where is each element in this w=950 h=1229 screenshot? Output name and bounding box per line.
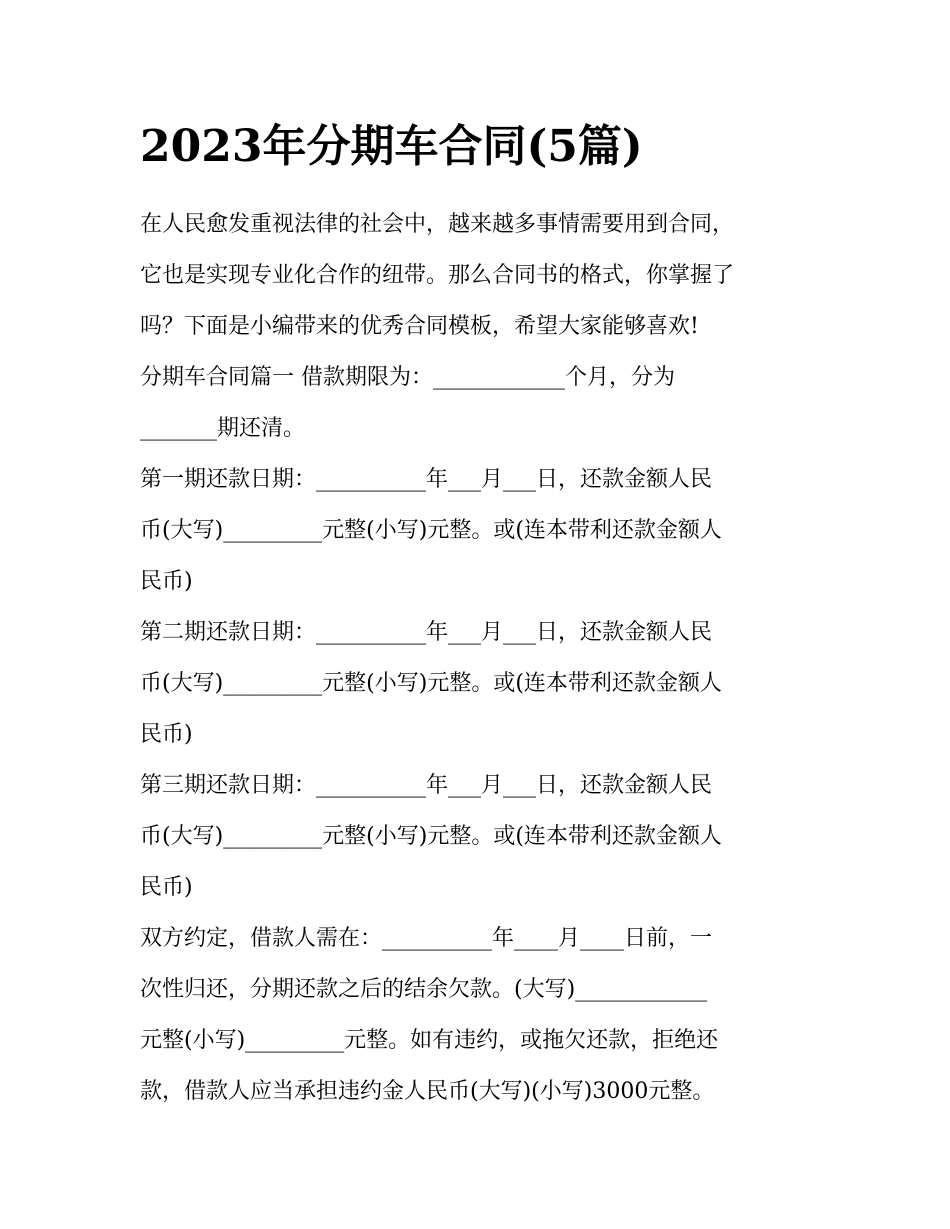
text-line: 元整(小写)_________元整。如有违约，或拖欠还款，拒绝还 [140,1028,719,1053]
text-line: 民币) [140,569,193,594]
text-line: 币(大写)_________元整(小写)元整。或(连本带利还款金额人 [140,518,722,543]
document-body [140,199,816,1117]
text-line: 款，借款人应当承担违约金人民币(大写)(小写)3000元整。 [140,1079,715,1104]
text-line: _______期还清。 [140,416,306,441]
text-line: 币(大写)_________元整(小写)元整。或(连本带利还款金额人 [140,671,722,696]
text-line: 第三期还款日期：__________年___月___日，还款金额人民 [140,773,713,798]
text-line: 它也是实现专业化合作的纽带。那么合同书的格式，你掌握了 [140,263,735,288]
document-title: 2023年分期车合同(5篇) [140,121,643,172]
text-line: 分期车合同篇一 借款期限为：____________个月，分为 [140,365,675,390]
text-line: 第一期还款日期：__________年___月___日，还款金额人民 [140,467,713,492]
text-line: 吗？下面是小编带来的优秀合同模板，希望大家能够喜欢! [140,314,699,339]
text-line: 第二期还款日期：__________年___月___日，还款金额人民 [140,620,713,645]
text-line: 在人民愈发重视法律的社会中，越来越多事情需要用到合同， [140,212,735,237]
text-line: 双方约定，借款人需在：__________年____月____日前，一 [140,926,713,951]
text-line: 次性归还，分期还款之后的结余欠款。(大写)____________ [140,977,708,1002]
text-line: 币(大写)_________元整(小写)元整。或(连本带利还款金额人 [140,824,722,849]
text-line: 民币) [140,722,193,747]
text-line: 民币) [140,875,193,900]
